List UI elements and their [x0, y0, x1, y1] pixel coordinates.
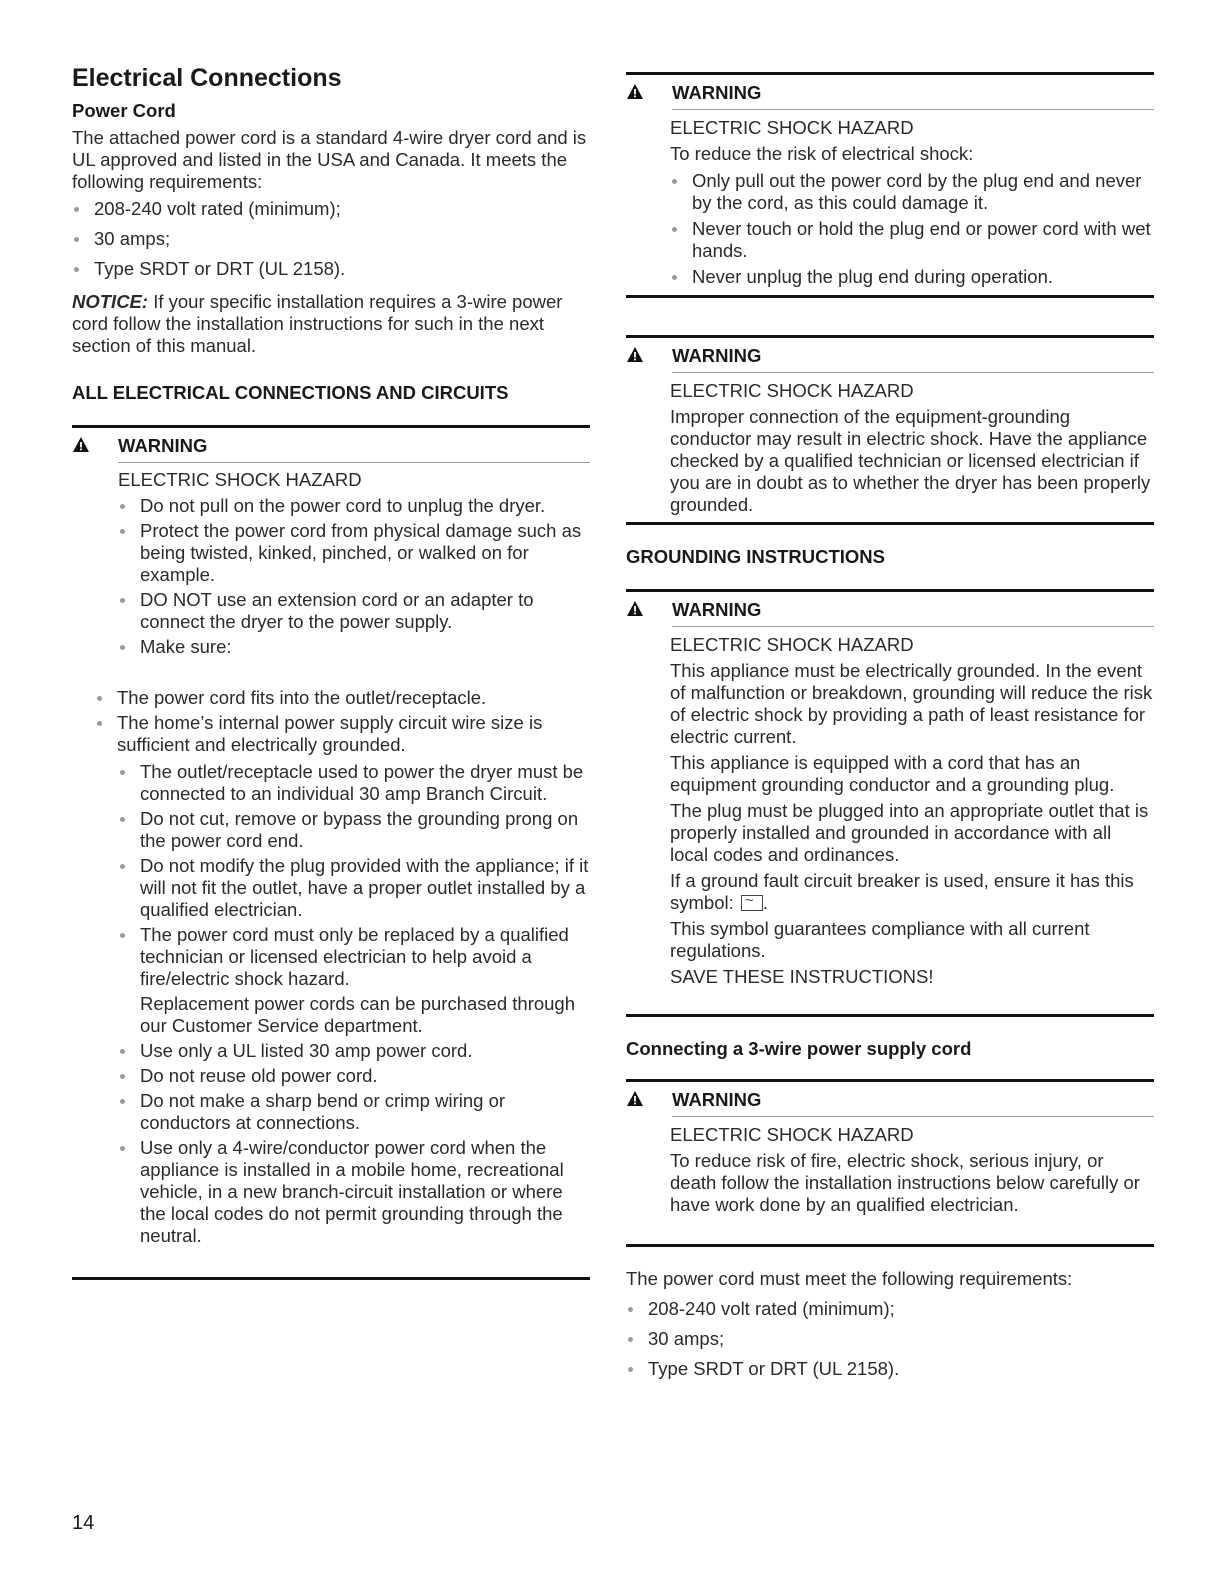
grounding-paragraph-3: The plug must be plugged into an appropriate outlet that is properly installed and grounded in accordance with all local codes and ordinances. — [670, 800, 1149, 865]
warning-list-d — [118, 1040, 590, 1247]
warning-list-a — [118, 495, 590, 658]
warning-box — [626, 1079, 1154, 1251]
list-item: Do not reuse old power cord. — [118, 1065, 590, 1087]
warning-list — [670, 170, 1154, 288]
list-item: Do not cut, remove or bypass the grounding prong on the power cord end. — [118, 808, 590, 852]
grounding-paragraph-5: This symbol guarantees compliance with all current regulations. — [670, 918, 1090, 961]
warning-label: WARNING — [672, 82, 762, 103]
warning-triangle-icon — [626, 346, 644, 363]
list-item: 30 amps; — [72, 228, 590, 250]
warning-box — [626, 72, 1154, 302]
section-heading: ALL ELECTRICAL CONNECTIONS AND CIRCUITS — [72, 382, 509, 403]
hazard-title: ELECTRIC SHOCK HAZARD — [670, 380, 914, 401]
list-item: Never unplug the plug end during operation. — [670, 266, 1154, 288]
three-wire-heading: Connecting a 3-wire power supply cord — [626, 1038, 972, 1059]
warning-box — [626, 335, 1154, 529]
notice-text: If your specific installation requires a 3-wire power cord follow the installation instructions for such in the next section of this manual. — [72, 291, 563, 356]
warning-triangle-icon — [626, 1090, 644, 1107]
list-item: Use only a UL listed 30 amp power cord. — [118, 1040, 590, 1062]
grounding-paragraph-2: This appliance is equipped with a cord that has an equipment grounding conductor and a grounding plug. — [670, 752, 1115, 795]
list-item: Never touch or hold the plug end or power cord with wet hands. — [670, 218, 1154, 262]
list-item: Type SRDT or DRT (UL 2158). — [626, 1358, 1154, 1380]
requirements-list — [626, 1298, 1154, 1380]
requirements-list — [72, 198, 590, 280]
warning-triangle-icon — [626, 83, 644, 100]
replacement-note: Replacement power cords can be purchased through our Customer Service department. — [140, 993, 576, 1036]
grounding-paragraph-1: This appliance must be electrically grounded. In the event of malfunction or breakdown, grounding will reduce the risk of electric shock by providing a path of least resistance for electric current. — [670, 660, 1153, 747]
list-item: 30 amps; — [626, 1328, 1154, 1350]
warning-box — [626, 589, 1154, 1021]
page-number: 14 — [72, 1512, 95, 1534]
warning-label: WARNING — [672, 599, 762, 620]
list-item: DO NOT use an extension cord or an adapter to connect the dryer to the power supply. — [118, 589, 590, 633]
list-item: Use only a 4-wire/conductor power cord when the appliance is installed in a mobile home, recreational vehicle, in a new branch-circuit installation or where the local codes do not permit grounding through the neutral. — [118, 1137, 590, 1247]
list-item: The power cord must only be replaced by a qualified technician or licensed electrician to help avoid a fire/electric shock hazard. — [118, 924, 590, 990]
list-item: Do not make a sharp bend or crimp wiring or conductors at connections. — [118, 1090, 590, 1134]
list-item: 208-240 volt rated (minimum); — [72, 198, 590, 220]
power-cord-heading: Power Cord — [72, 100, 176, 121]
warning-box — [72, 425, 590, 1283]
hazard-title: ELECTRIC SHOCK HAZARD — [670, 117, 914, 138]
grounding-paragraph-4: If a ground fault circuit breaker is used, ensure it has this symbol: ~. — [670, 870, 1154, 914]
list-item: 208-240 volt rated (minimum); — [626, 1298, 1154, 1320]
warning-text: To reduce risk of fire, electric shock, serious injury, or death follow the installation instructions below carefully or have work done by an qualified electrician. — [670, 1150, 1140, 1215]
warning-triangle-icon — [626, 600, 644, 617]
power-cord-text: The attached power cord is a standard 4-wire dryer cord and is UL approved and listed in the USA and Canada. It meets the following requirements: — [72, 127, 587, 192]
hazard-title: ELECTRIC SHOCK HAZARD — [118, 469, 362, 490]
warning-list-c — [118, 761, 590, 990]
list-item: Only pull out the power cord by the plug end and never by the cord, as this could damage it. — [670, 170, 1154, 214]
warning-intro: To reduce the risk of electrical shock: — [670, 143, 974, 164]
save-instructions: SAVE THESE INSTRUCTIONS! — [670, 966, 934, 987]
warning-label: WARNING — [672, 345, 762, 366]
grounding-heading: GROUNDING INSTRUCTIONS — [626, 546, 885, 567]
page-title: Electrical Connections — [72, 64, 342, 92]
list-item: Type SRDT or DRT (UL 2158). — [72, 258, 590, 280]
requirements-intro: The power cord must meet the following requirements: — [626, 1268, 1073, 1289]
warning-text: Improper connection of the equipment-grounding conductor may result in electric shock. Have the appliance checked by a qualified technician or licensed electrician if you are in doubt as to whether the dryer has been properly grounded. — [670, 406, 1151, 515]
warning-triangle-icon — [72, 436, 90, 453]
list-item: The outlet/receptacle used to power the dryer must be connected to an individual 30 amp Branch Circuit. — [118, 761, 590, 805]
hazard-title: ELECTRIC SHOCK HAZARD — [670, 634, 914, 655]
list-item: Make sure: — [118, 636, 590, 658]
notice-label: NOTICE: — [72, 291, 149, 312]
list-item: Protect the power cord from physical damage such as being twisted, kinked, pinched, or walked on for example. — [118, 520, 590, 586]
gfci-symbol-icon — [741, 895, 763, 911]
hazard-title: ELECTRIC SHOCK HAZARD — [670, 1124, 914, 1145]
notice-paragraph — [72, 291, 590, 357]
warning-list-b — [95, 687, 590, 756]
list-item: The power cord fits into the outlet/receptacle. — [95, 687, 590, 709]
warning-label: WARNING — [672, 1089, 762, 1110]
list-item: The home’s internal power supply circuit wire size is sufficient and electrically grounded. — [95, 712, 590, 756]
list-item: Do not modify the plug provided with the appliance; if it will not fit the outlet, have a proper outlet installed by a qualified electrician. — [118, 855, 590, 921]
list-item: Do not pull on the power cord to unplug the dryer. — [118, 495, 590, 517]
warning-label: WARNING — [118, 435, 208, 456]
